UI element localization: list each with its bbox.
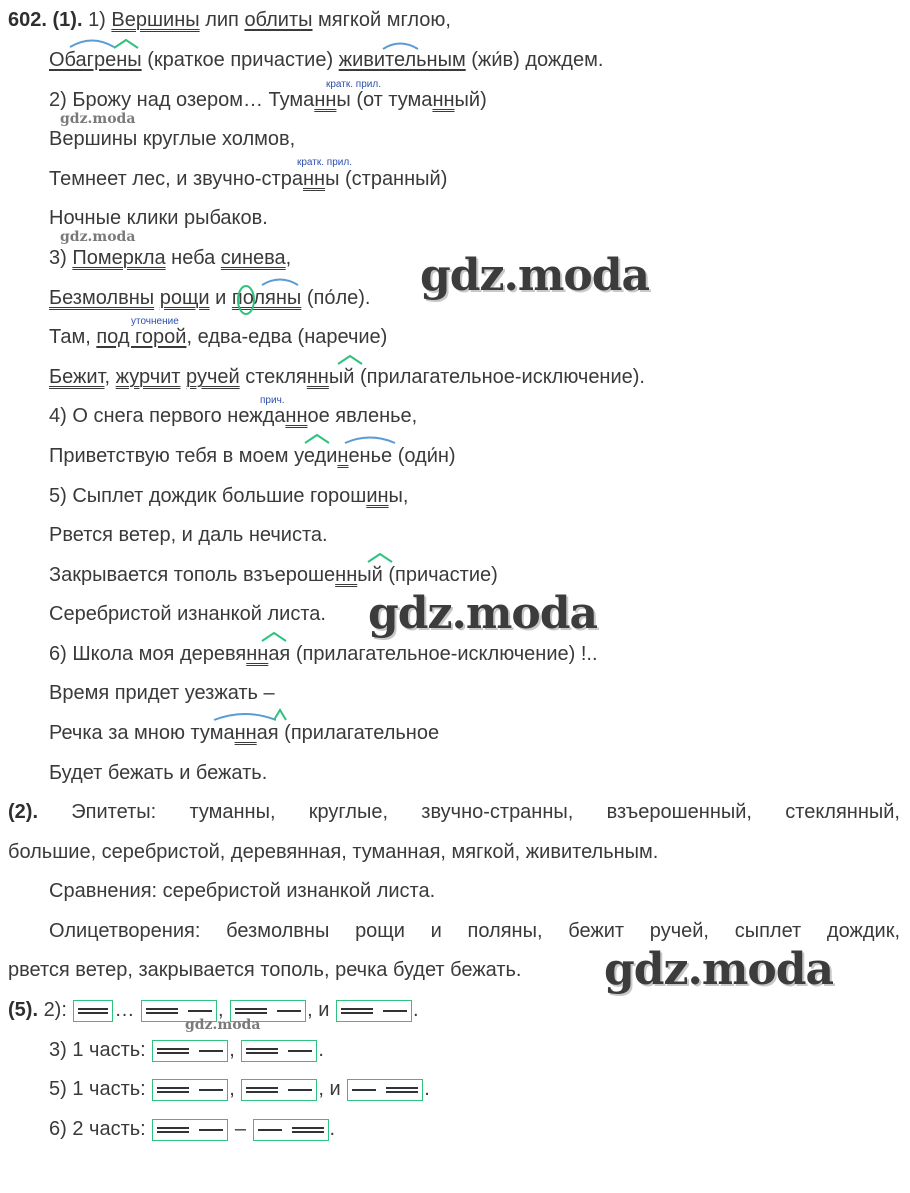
poem-text: ый) (454, 89, 487, 111)
marked-word: синева (220, 247, 286, 269)
poem-text: ы (от тума (336, 89, 433, 111)
marked-word: под горой (96, 326, 187, 348)
clause-box (152, 1119, 228, 1141)
poem-text: енье (оди́н) (348, 445, 456, 467)
marked-word: живительным (338, 49, 466, 71)
marked-word: поляны (231, 287, 302, 309)
suffix-caret-icon (338, 356, 362, 364)
part5-label: (5). (8, 999, 38, 1021)
root-arc-icon (70, 41, 114, 48)
personification-line-2: рвется ветер, закрывается тополь, речка будет бежать. (8, 959, 522, 981)
poem-text: ая (прилагательное (256, 722, 440, 744)
poem-text: 1) (88, 9, 112, 31)
root-arc-icon (214, 714, 276, 720)
suffix-caret-icon (305, 435, 329, 443)
poem-text: (жи́в) дождем. (465, 49, 604, 71)
poem-text: Вершины круглые холмов, (49, 128, 296, 150)
root-arc-icon (262, 280, 298, 286)
poem-text: , едва-едва (наречие) (186, 326, 388, 348)
poem-text: 5) Сыплет дождик большие горош (49, 485, 367, 507)
clause-box-inverted (253, 1119, 329, 1141)
poem-text: 3) (49, 247, 73, 269)
comparisons: Сравнения: серебристой изнанкой листа. (49, 880, 436, 902)
suffix-caret-icon (262, 633, 286, 641)
epithets-line-1: (2). Эпитеты: туманны, круглые, звучно-странны, взъерошенный, стеклянный, (8, 801, 900, 823)
watermark-small: gdz.moda (60, 229, 136, 245)
watermark-small: gdz.moda (60, 111, 136, 127)
poem-text: мягкой мглою, (312, 9, 451, 31)
watermark-large: gdz.moda (420, 250, 650, 301)
annotation-utochnenie: уточнение (131, 316, 179, 327)
poem-text: , (104, 366, 116, 388)
clause-box (152, 1040, 228, 1062)
scheme-row-2: 3) 1 часть: , . (49, 1039, 324, 1061)
marked-word: нн (234, 722, 257, 744)
poem-text: Будет бежать и бежать. (49, 762, 268, 784)
poem-text: 2) Брожу над озером… Тума (49, 89, 315, 111)
exercise-number: 602. (8, 9, 47, 31)
poem-text: ы, (388, 485, 409, 507)
poem-text: ое явленье, (307, 405, 418, 427)
marked-word: нн (314, 89, 337, 111)
root-arc-icon (383, 44, 418, 50)
poem-text: Серебристой изнанкой листа. (49, 603, 326, 625)
suffix-caret-icon (114, 40, 138, 48)
marked-word: нн (246, 643, 269, 665)
epithets-line-2: большие, серебристой, деревянная, туманная, мягкой, живительным. (8, 841, 659, 863)
root-arc-icon (345, 438, 395, 444)
marked-word: облиты (244, 9, 313, 31)
marked-word: Вершины (111, 9, 200, 31)
poem-text: ая (прилагательное-исключение) !.. (268, 643, 598, 665)
marked-word: Безмолвны (49, 287, 155, 309)
marked-word: Бежит (49, 366, 105, 388)
scheme-row-1: (5). 2): … , , и . (8, 999, 419, 1021)
clause-box (241, 1079, 317, 1101)
poem-text: (краткое причастие) (141, 49, 339, 71)
poem-text: Речка за мною тума (49, 722, 235, 744)
conjunction-circle-icon (238, 286, 254, 314)
poem-text: Там, (49, 326, 97, 348)
annotation-kratk-2: кратк. прил. (297, 157, 352, 168)
poem-text: стекля (239, 366, 307, 388)
poem-text: (по́ле). (301, 287, 371, 309)
poem-text: 4) О снега первого нежда (49, 405, 286, 427)
marked-word: ручей (186, 366, 240, 388)
clause-box (336, 1000, 412, 1022)
subject-box (73, 1000, 113, 1022)
poem-text: 6) Школа моя деревя (49, 643, 247, 665)
watermark-large: gdz.moda (604, 944, 834, 995)
poem-text: Приветствую тебя в моем уеди (49, 445, 338, 467)
marked-word: нн (432, 89, 455, 111)
part2-label: (2). (8, 801, 38, 823)
annotation-kratk-1: кратк. прил. (326, 79, 381, 90)
poem-text: Рвется ветер, и даль нечиста. (49, 524, 328, 546)
marked-word: журчит (115, 366, 181, 388)
poem-text: Закрывается тополь взъероше (49, 564, 336, 586)
suffix-caret-icon (368, 554, 392, 562)
watermark-small: gdz.moda (185, 1017, 261, 1033)
poem-text: и (209, 287, 232, 309)
marked-word: ин (366, 485, 389, 507)
marked-word: нн (335, 564, 358, 586)
scheme-row-3: 5) 1 часть: , , и . (49, 1078, 430, 1100)
poem-text: ый (причастие) (357, 564, 498, 586)
poem-text: Темнеет лес, и звучно-стра (49, 168, 303, 190)
poem-text: Время придет уезжать – (49, 682, 275, 704)
poem-text: лип (199, 9, 245, 31)
part1-label: (1). (52, 9, 83, 31)
poem-text: ый (прилагательное-исключение). (328, 366, 645, 388)
marked-word: н (337, 445, 349, 467)
clause-box (152, 1079, 228, 1101)
annotation-prich: прич. (260, 395, 285, 406)
clause-box-inverted (347, 1079, 423, 1101)
watermark-large: gdz.moda (368, 588, 598, 639)
marked-word: рощи (159, 287, 210, 309)
poem-text: Ночные клики рыбаков. (49, 207, 268, 229)
marked-word: нн (306, 366, 329, 388)
suffix-caret-icon (274, 710, 286, 720)
clause-box (241, 1040, 317, 1062)
poem-text: , (285, 247, 292, 269)
marked-word: Померкла (72, 247, 166, 269)
scheme-row-4: 6) 2 часть: – . (49, 1118, 336, 1140)
personification-line-1: Олицетворения: безмолвны рощи и поляны, бежит ручей, сыплет дождик, (49, 920, 900, 942)
poem-text: ы (странный) (325, 168, 448, 190)
poem-text: неба (165, 247, 221, 269)
marked-word: нн (302, 168, 326, 190)
marked-word: нн (285, 405, 308, 427)
marked-word: Обагрены (49, 49, 142, 71)
